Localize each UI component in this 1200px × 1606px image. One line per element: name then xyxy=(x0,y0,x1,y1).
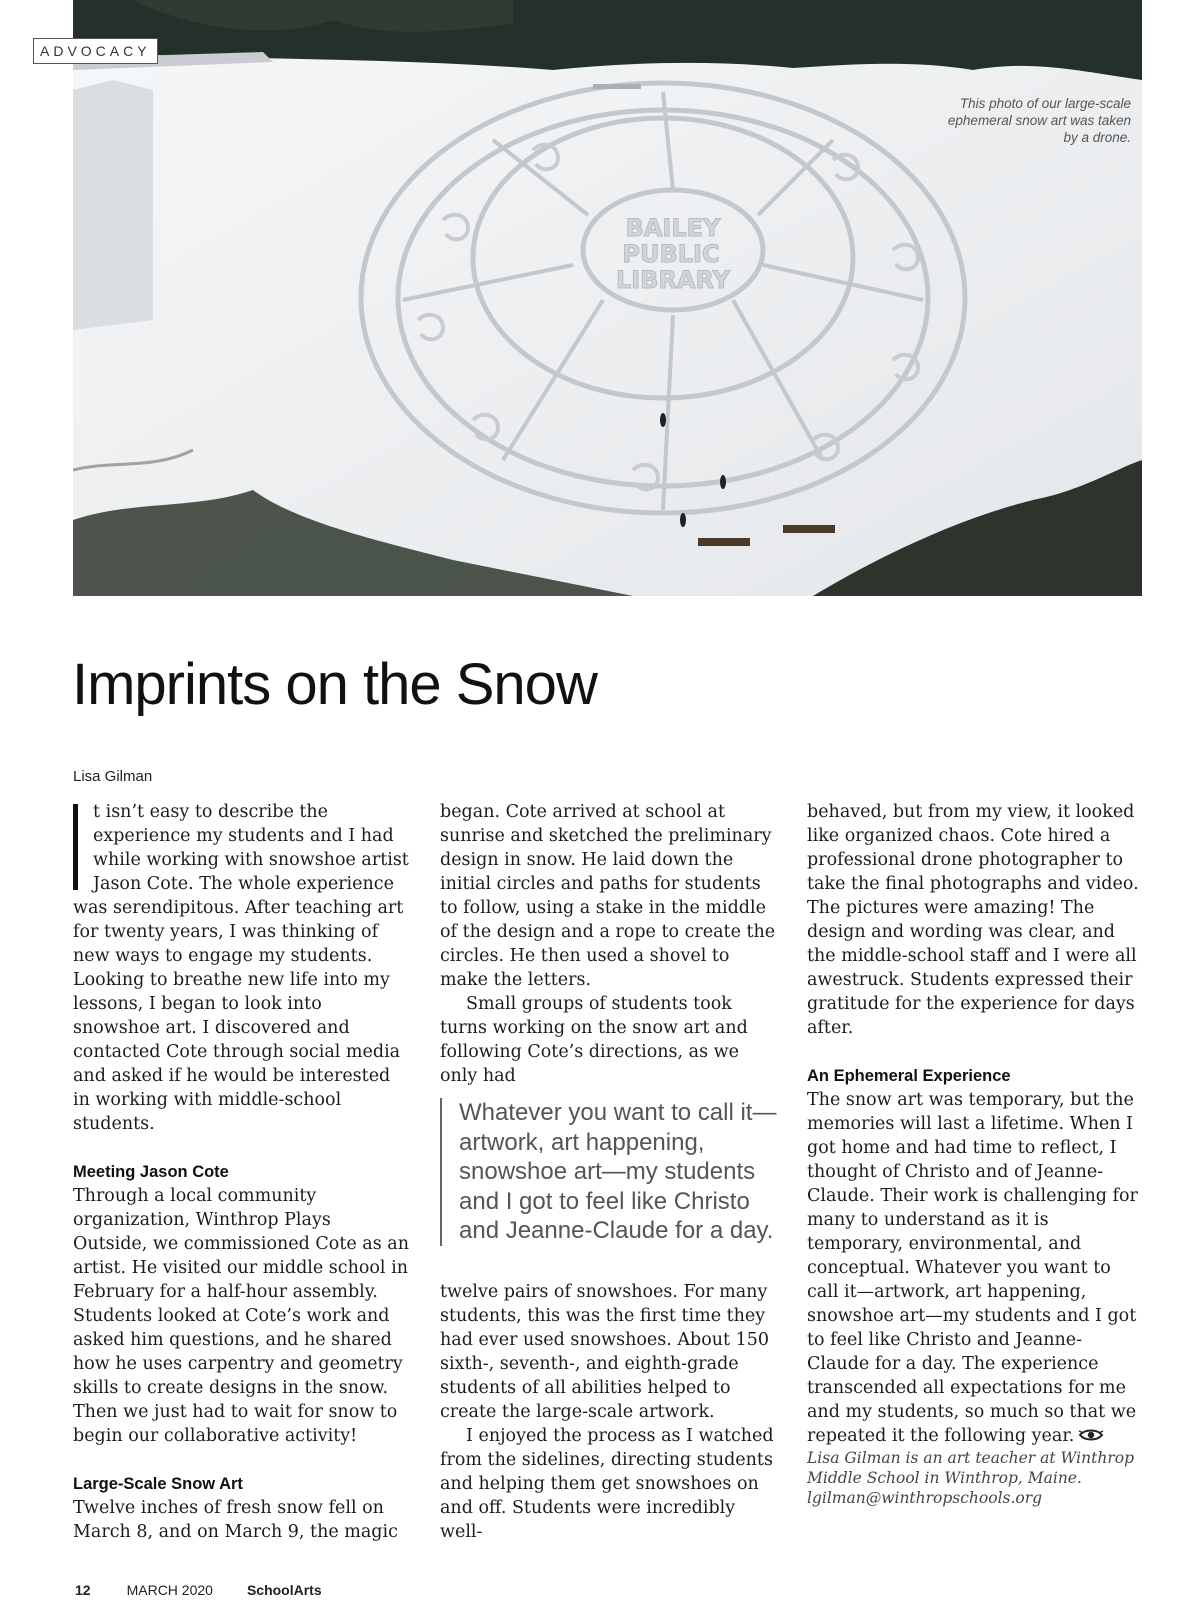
section-tag: ADVOCACY xyxy=(33,38,158,64)
bio-text: Lisa Gilman is an art teacher at Winthrop Middle School in Winthrop, Maine. xyxy=(807,1449,1134,1487)
eye-icon xyxy=(1078,1425,1104,1449)
author-email: lgilman@winthropschools.org xyxy=(807,1489,1043,1507)
issue-date: MARCH 2020 xyxy=(126,1582,213,1598)
paragraph-began: began. Cote arrived at school at sunrise and sketched the preliminary design in snow. He laid down the initial circles and paths for students to follow, using a stake in the middle of the design and a rope to create the circles. He then used a shovel to make the letters. xyxy=(440,802,776,990)
photo-caption: This photo of our large-scale ephemeral snow art was taken by a drone. xyxy=(947,96,1131,145)
paragraph-intro: t isn’t easy to describe the experience my students and I had while working with snowshoe artist Jason Cote. The whole experience was serendipitous. After teaching art for twenty years, I was thinking of new ways to engage my students. Looking to breathe new life into my lessons, I began to look into snowshoe art. I discovered and contacted Cote through social media and asked if he would be interested in working with middle-school students. xyxy=(73,802,409,1134)
paragraph-small-groups: Small groups of students took turns working on the snow art and following Cote’s directions, as we only had xyxy=(440,994,748,1086)
article-column-2a xyxy=(440,800,776,1088)
drop-cap xyxy=(73,804,83,890)
paragraph-large-scale: Twelve inches of fresh snow fell on March 8, and on March 9, the magic xyxy=(73,1498,398,1542)
magazine-name: SchoolArts xyxy=(246,1582,322,1598)
subhead-ephemeral: An Ephemeral Experience xyxy=(807,1067,1011,1085)
article-column-2b xyxy=(440,1280,776,1544)
paragraph-behaved: behaved, but from my view, it looked like organized chaos. Cote hired a professional drone photographer to take the final photographs and video. The pictures were amazing! The design and wording was clear, and the middle-school staff and I were all awestruck. Students expressed their gratitude for the experience for days after. xyxy=(807,802,1139,1038)
snow-lettering-3: LIBRARY xyxy=(615,266,731,294)
paragraph-enjoyed: I enjoyed the process as I watched from the sidelines, directing students and helping them get snowshoes on and off. Students were incredibly well- xyxy=(440,1426,774,1542)
author-bio xyxy=(807,1448,1147,1508)
article-column-3 xyxy=(807,800,1143,1449)
pull-quote: Whatever you want to call it—artwork, art happening, snowshoe art—my students and I got to feel like Christo and Jeanne-Claude for a day. xyxy=(440,1098,779,1246)
author-byline: Lisa Gilman xyxy=(73,768,153,785)
subhead-meeting: Meeting Jason Cote xyxy=(73,1163,229,1181)
snow-lettering-1: BAILEY xyxy=(625,214,721,242)
snow-lettering-2: PUBLIC xyxy=(622,240,720,268)
drone-snow-photo xyxy=(73,0,1142,596)
subhead-large-scale: Large-Scale Snow Art xyxy=(73,1475,243,1493)
page-number: 12 xyxy=(75,1582,91,1598)
paragraph-ephemeral: The snow art was temporary, but the memories will last a lifetime. When I got home and had time to reflect, I thought of Christo and of Jeanne-Claude. Their work is challenging for many to understand as it is temporary, environmental, and conceptual. Whatever you want to call it—artwork, art happening, snowshoe art—my students and I got to feel like Christo and Jeanne-Claude for a day. The experience transcended all expectations for me and my students, so much so that we repeated it the following year. xyxy=(807,1088,1143,1449)
article-column-1 xyxy=(73,800,409,1544)
paragraph-snowshoes: twelve pairs of snowshoes. For many students, this was the first time they had ever used snowshoes. About 150 sixth-, seventh-, and eighth-grade students of all abilities helped to create the large-scale artwork. xyxy=(440,1282,770,1422)
page-footer xyxy=(75,1582,356,1598)
article-title: Imprints on the Snow xyxy=(72,652,597,717)
paragraph-meeting: Through a local community organization, Winthrop Plays Outside, we commissioned Cote as an artist. He visited our middle school in February for a half-hour assembly. Students looked at Cote’s work and asked him questions, and he shared how he uses carpentry and geometry skills to create designs in the snow. Then we just had to wait for snow to begin our collaborative activity! xyxy=(73,1186,409,1446)
